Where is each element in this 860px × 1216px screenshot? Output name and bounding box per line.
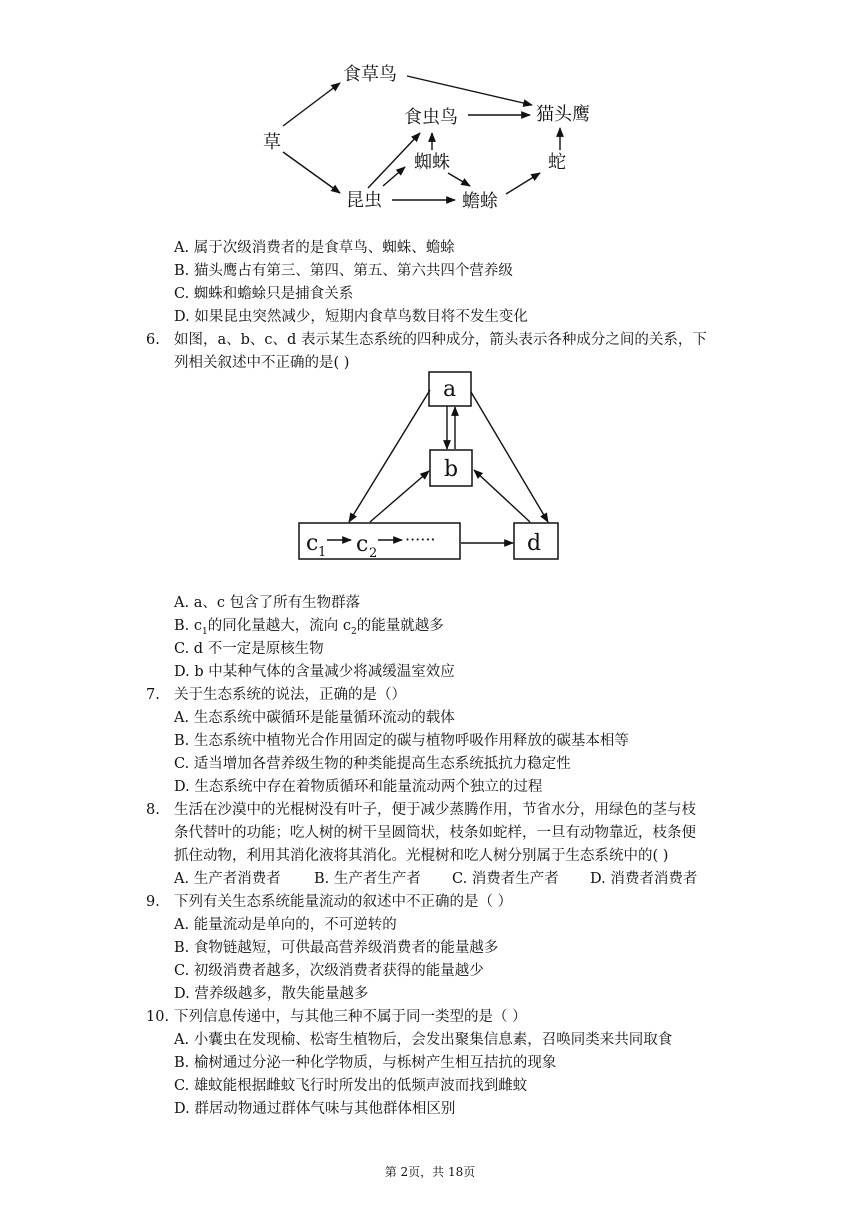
q6-option-c: C. d 不一定是原核生物	[174, 641, 324, 657]
q7-option-b: B. 生态系统中植物光合作用固定的碳与植物呼吸作用释放的碳基本相等	[174, 733, 629, 749]
q9-option-a: A. 能量流动是单向的，不可逆转的	[174, 917, 397, 933]
q5-option-d: D. 如果昆虫突然减少，短期内食草鸟数目将不发生变化	[174, 309, 528, 325]
q10-number: 10.	[146, 1009, 170, 1025]
edge-insect-insectivore-bird	[368, 133, 420, 188]
arrow-a-to-c	[349, 390, 430, 522]
q8-stem-line3: 抓住动物，利用其消化液将其消化。光棍树和吃人树分别属于生态系统中的( )	[174, 848, 669, 864]
q5-option-a: A. 属于次级消费者的是食草鸟、蜘蛛、蟾蜍	[174, 240, 455, 256]
q10-stem: 下列信息传递中，与其他三种不属于同一类型的是（ ）	[174, 1009, 527, 1025]
q7-option-a: A. 生态系统中碳循环是能量循环流动的载体	[174, 710, 455, 726]
edge-spider-toad	[448, 173, 470, 186]
q10-option-b: B. 榆树通过分泌一种化学物质，与栎树产生相互拮抗的现象	[174, 1055, 557, 1071]
q5-option-c: C. 蜘蛛和蟾蜍只是捕食关系	[174, 286, 354, 302]
q7-number: 7.	[146, 687, 160, 703]
q6-stem-line2: 列相关叙述中不正确的是( )	[174, 355, 350, 371]
label-c1: c	[306, 531, 319, 556]
edge-toad-snake	[506, 173, 540, 194]
q10-option-c: C. 雄蚊能根据雌蚊飞行时所发出的低频声波而找到雌蚊	[174, 1078, 528, 1094]
q8-options-row	[174, 869, 697, 889]
q6-option-b: B. $c_1$的同化量越大，流向 $c_2$的能量就越多	[174, 618, 444, 637]
q9-option-c: C. 初级消费者越多，次级消费者获得的能量越少	[174, 963, 484, 979]
q6-stem-line1: 如图，a、b、c、d 表示某生态系统的四种成分，箭头表示各种成分之间的关系，下	[174, 332, 707, 348]
node-grass: 草	[263, 132, 281, 153]
arrow-c-to-b	[370, 471, 429, 522]
q5-option-b: B. 猫头鹰占有第三、第四、第五、第六共四个营养级	[174, 263, 513, 279]
q10-option-d: D. 群居动物通过群体气味与其他群体相区别	[174, 1101, 456, 1117]
q8-stem-line1: 生活在沙漠中的光棍树没有叶子，便于减少蒸腾作用，节省水分，用绿色的茎与枝	[174, 802, 696, 818]
q9-number: 9.	[146, 894, 160, 910]
page-footer: 第 2页，共 18页	[384, 1165, 476, 1179]
q8-option-d: D. 消费者消费者	[590, 871, 698, 887]
q7-option-c: C. 适当增加各营养级生物的种类能提高生态系统抵抗力稳定性	[174, 756, 571, 772]
edge-grass-insect	[283, 152, 340, 193]
node-spider: 蜘蛛	[414, 152, 450, 173]
label-c1-sub: 1	[318, 545, 327, 560]
label-d: d	[527, 531, 542, 556]
ecosystem-components-diagram	[0, 360, 860, 575]
node-owl: 猫头鹰	[536, 104, 590, 125]
q9-option-d: D. 营养级越多，散失能量越多	[174, 986, 369, 1002]
edge-herbivore-bird-owl	[407, 76, 532, 105]
label-dots: ······	[405, 530, 436, 549]
q9-option-b: B. 食物链越短，可供最高营养级消费者的能量越多	[174, 940, 499, 956]
node-insect: 昆虫	[346, 190, 382, 211]
node-toad: 蟾蜍	[462, 191, 498, 212]
q8-option-c: C. 消费者生产者	[452, 871, 559, 887]
edge-grass-herbivore-bird	[283, 83, 340, 126]
node-insectivore-bird: 食虫鸟	[404, 107, 458, 128]
food-web-diagram	[0, 0, 860, 225]
q8-option-a: A. 生产者消费者	[174, 871, 281, 887]
edge-insect-spider	[383, 167, 405, 186]
q7-option-d: D. 生态系统中存在着物质循环和能量流动两个独立的过程	[174, 779, 543, 795]
node-snake: 蛇	[548, 152, 566, 173]
label-b: b	[444, 457, 459, 482]
q8-option-b: B. 生产者生产者	[314, 871, 421, 887]
q8-stem-line2: 条代替叶的功能；吃人树的树干呈圆筒状，枝条如蛇样，一旦有动物靠近，枝条便	[174, 825, 696, 841]
q9-stem: 下列有关生态系统能量流动的叙述中不正确的是（ ）	[174, 894, 513, 910]
q6-option-a: A. a、c 包含了所有生物群落	[174, 595, 361, 611]
label-c2-sub: 2	[369, 546, 378, 561]
q7-stem: 关于生态系统的说法，正确的是（）	[174, 687, 406, 703]
label-c2: c	[356, 532, 369, 557]
q8-number: 8.	[146, 802, 160, 818]
node-herbivore-bird: 食草鸟	[343, 64, 397, 85]
q10-option-a: A. 小囊虫在发现榆、松寄生植物后，会发出聚集信息素，召唤同类来共同取食	[174, 1032, 673, 1048]
q6-number: 6.	[146, 332, 160, 348]
label-a: a	[443, 377, 457, 402]
q6-option-d: D. b 中某种气体的含量减少将减缓温室效应	[174, 664, 455, 680]
